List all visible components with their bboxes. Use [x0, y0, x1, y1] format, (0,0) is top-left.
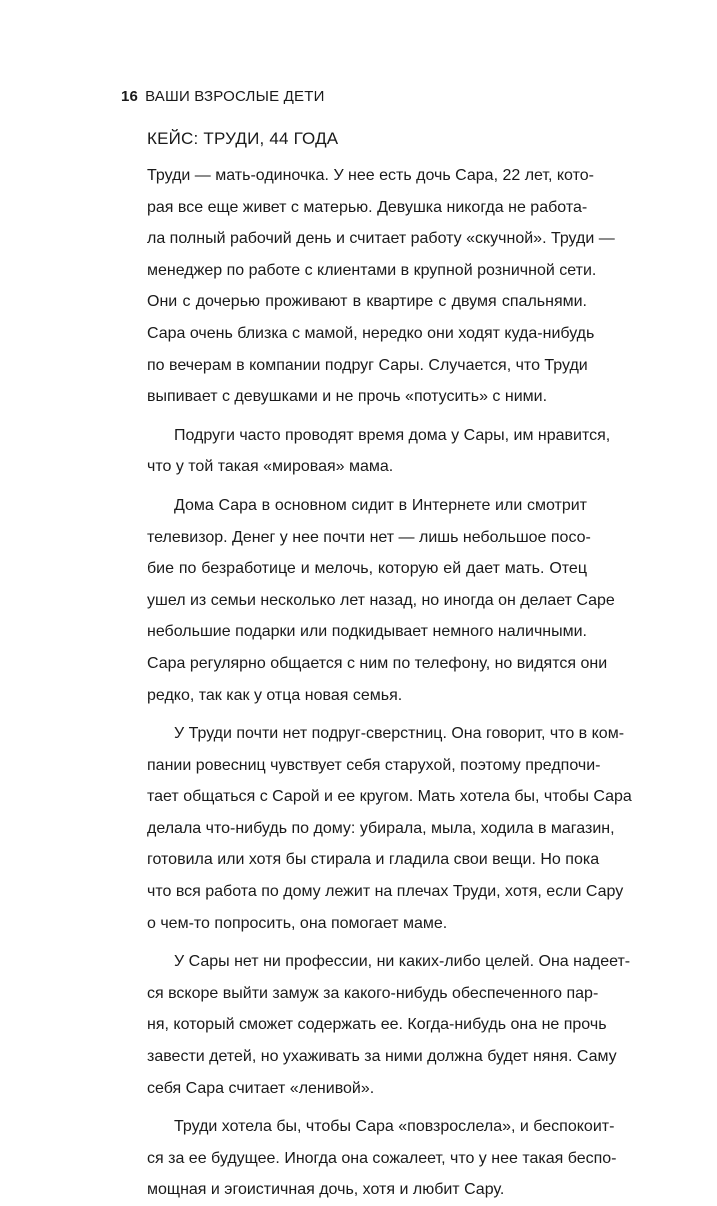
paragraph-line: Дома Сара в основном сидит в Интернете или смотрит: [174, 496, 587, 514]
paragraph-line: выпивает с девушками и не прочь «потусить» с ними.: [147, 388, 548, 406]
book-title: ВАШИ ВЗРОСЛЫЕ ДЕТИ: [145, 88, 325, 105]
paragraph-line: Сара регулярно общается с ним по телефону, но видятся они: [147, 654, 608, 672]
paragraph-line: ла полный рабочий день и считает работу «скучной». Труди —: [147, 230, 615, 248]
paragraph-gap: [147, 711, 587, 718]
paragraph-line: готовила или хотя бы стирала и гладила свои вещи. Но пока: [147, 851, 600, 869]
paragraph-line: что у той такая «мировая» мама.: [147, 458, 394, 476]
paragraph-line: ушел из семьи несколько лет назад, но иногда он делает Саре: [147, 591, 615, 609]
paragraph-line: Подруги часто проводят время дома у Сары, им нравится,: [174, 426, 611, 444]
paragraph-gap: [147, 1104, 587, 1111]
paragraph-line: делала что-нибудь по дому: убирала, мыла, ходила в магазин,: [147, 819, 615, 837]
paragraph-line: Сара очень близка с мамой, нередко они ходят куда-нибудь: [147, 324, 595, 342]
paragraph-line: небольшие подарки или подкидывает немного наличными.: [147, 623, 587, 641]
paragraph-line: пании ровесниц чувствует себя старухой, поэтому предпочи-: [147, 756, 601, 774]
paragraph-gap: [147, 483, 587, 490]
paragraph-line: Труди хотела бы, чтобы Сара «повзрослела», и беспокоит-: [174, 1118, 615, 1136]
paragraph-line: что вся работа по дому лежит на плечах Труди, хотя, если Сару: [147, 883, 624, 901]
paragraph-line: телевизор. Денег у нее почти нет — лишь небольшое посо-: [147, 528, 591, 546]
paragraph-line: Труди — мать-одиночка. У нее есть дочь Сара, 22 лет, кото-: [147, 167, 594, 184]
paragraph-line: завести детей, но ухаживать за ними должна будет няня. Саму: [147, 1048, 617, 1066]
body-text: [147, 160, 632, 1206]
paragraph-line: о чем-то попросить, она помогает маме.: [147, 914, 448, 932]
paragraph-line: тает общаться с Сарой и ее кругом. Мать хотела бы, чтобы Сара: [147, 788, 632, 806]
paragraph-line: ся за ее будущее. Иногда она сожалеет, что у нее такая беспо-: [147, 1149, 617, 1167]
case-title: КЕЙС: ТРУДИ, 44 ГОДА: [147, 129, 339, 148]
page-number: 16: [121, 88, 139, 105]
paragraph-gap: [147, 939, 587, 946]
paragraph-line: У Сары нет ни профессии, ни каких-либо целей. Она надеет-: [174, 953, 631, 971]
paragraph-line: по вечерам в компании подруг Сары. Случается, что Труди: [147, 356, 588, 374]
paragraph-line: ня, который сможет содержать ее. Когда-нибудь она не прочь: [147, 1016, 607, 1034]
paragraph-line: У Труди почти нет подруг-сверстниц. Она говорит, что в ком-: [174, 725, 625, 743]
running-header: [121, 88, 325, 105]
paragraph-gap: [147, 413, 587, 420]
paragraph-line: мощная и эгоистичная дочь, хотя и любит Сару.: [147, 1181, 505, 1199]
paragraph-line: редко, так как у отца новая семья.: [147, 686, 403, 704]
paragraph-line: Они с дочерью проживают в квартире с двумя спальнями.: [147, 293, 587, 311]
paragraph-line: менеджер по работе с клиентами в крупной розничной сети.: [147, 261, 597, 279]
paragraph-line: себя Сара считает «ленивой».: [147, 1079, 375, 1097]
paragraph-line: рая все еще живет с матерью. Девушка никогда не работа-: [147, 198, 588, 216]
paragraph-line: бие по безработице и мелочь, которую ей дает мать. Отец: [147, 560, 587, 578]
paragraph-line: ся вскоре выйти замуж за какого-нибудь обеспеченного пар-: [147, 984, 599, 1002]
